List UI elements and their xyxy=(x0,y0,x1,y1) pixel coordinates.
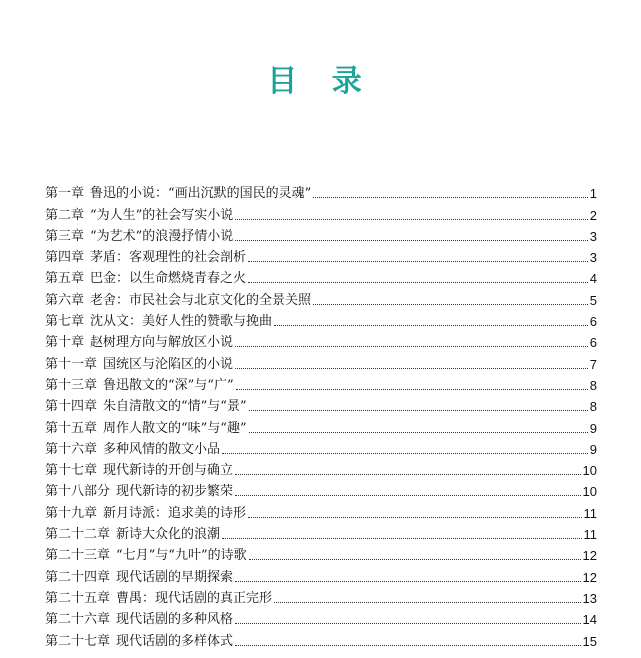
toc-title: 目 录 xyxy=(267,64,374,99)
toc-chapter-label: 第十六章 xyxy=(45,441,98,457)
toc-entry xyxy=(45,415,597,436)
dot-leader xyxy=(235,368,588,369)
toc-entry xyxy=(45,500,597,521)
toc-entry xyxy=(45,287,597,308)
dot-leader xyxy=(236,389,588,390)
toc-entry-title: 现代话剧的早期探索 xyxy=(116,569,234,585)
toc-page-number: 8 xyxy=(589,377,597,393)
toc-entry-title: 现代话剧的多样体式 xyxy=(116,633,234,649)
dot-leader xyxy=(222,453,588,454)
dot-leader xyxy=(274,325,588,326)
toc-page-number: 14 xyxy=(582,612,597,628)
toc-entry xyxy=(45,586,597,607)
toc-entry xyxy=(45,181,597,202)
dot-leader xyxy=(222,538,581,539)
toc-entry-title: 茅盾：客观理性的社会剖析 xyxy=(90,250,247,266)
toc-entry xyxy=(45,628,597,649)
toc-page-number: 3 xyxy=(589,228,597,244)
toc-entry xyxy=(45,543,597,564)
dot-leader xyxy=(249,559,581,560)
dot-leader xyxy=(249,410,588,411)
toc-entry xyxy=(45,266,597,287)
dot-leader xyxy=(235,645,581,646)
toc-chapter-label: 第四章 xyxy=(45,250,85,266)
toc-entry-title: 现代新诗的开创与确立 xyxy=(103,463,234,479)
toc-entry xyxy=(45,522,597,543)
toc-chapter-label: 第二十五章 xyxy=(45,590,111,606)
toc-entry xyxy=(45,373,597,394)
toc-chapter-label: 第十章 xyxy=(45,335,85,351)
toc-page-number: 3 xyxy=(589,250,597,266)
toc-chapter-label: 第六章 xyxy=(45,292,85,308)
toc-entry-title: “为艺术”的浪漫抒情小说 xyxy=(90,228,234,244)
toc-page-number: 8 xyxy=(589,399,597,415)
toc-page-number: 12 xyxy=(582,548,597,564)
toc-page-number: 7 xyxy=(589,356,597,372)
toc-chapter-label: 第一章 xyxy=(45,186,85,202)
toc-entry-title: 沈从文：美好人性的赞歌与挽曲 xyxy=(90,314,273,330)
toc-page-number: 2 xyxy=(589,207,597,223)
dot-leader xyxy=(235,346,588,347)
toc-page-number: 12 xyxy=(582,569,597,585)
dot-leader xyxy=(313,197,587,198)
toc-page-number: 13 xyxy=(582,590,597,606)
dot-leader xyxy=(235,581,581,582)
toc-entry xyxy=(45,479,597,500)
toc-entry-title: 多种风情的散文小品 xyxy=(103,441,221,457)
toc-entry-title: 巴金：以生命燃烧青春之火 xyxy=(90,271,247,287)
toc-chapter-label: 第二章 xyxy=(45,207,85,223)
toc-entry xyxy=(45,351,597,372)
toc-page-number: 5 xyxy=(589,292,597,308)
toc-chapter-label: 第五章 xyxy=(45,271,85,287)
toc-entry xyxy=(45,564,597,585)
toc-page-number: 9 xyxy=(589,420,597,436)
toc-chapter-label: 第十五章 xyxy=(45,420,98,436)
toc-chapter-label: 第十九章 xyxy=(45,505,98,521)
toc-page-number: 15 xyxy=(582,633,597,649)
toc-entry-title: 赵树理方向与解放区小说 xyxy=(90,335,234,351)
toc-entry xyxy=(45,458,597,479)
toc-entry-title: 新月诗派：追求美的诗形 xyxy=(103,505,247,521)
toc-chapter-label: 第二十二章 xyxy=(45,527,111,543)
toc-entry xyxy=(45,309,597,330)
dot-leader xyxy=(313,304,588,305)
toc-page-number: 6 xyxy=(589,314,597,330)
toc-chapter-label: 第十四章 xyxy=(45,399,98,415)
toc-entry-title: “七月”与“九叶”的诗歌 xyxy=(116,548,247,564)
toc-entry-title: 现代话剧的多种风格 xyxy=(116,612,234,628)
toc-chapter-label: 第二十三章 xyxy=(45,548,111,564)
toc-entry-title: 曹禺：现代话剧的真正完形 xyxy=(116,590,273,606)
toc-page-number: 6 xyxy=(589,335,597,351)
toc-chapter-label: 第十七章 xyxy=(45,463,98,479)
toc-entry xyxy=(45,437,597,458)
table-of-contents xyxy=(45,181,597,650)
toc-entry-title: 新诗大众化的浪潮 xyxy=(116,527,221,543)
toc-page-number: 10 xyxy=(582,484,597,500)
toc-entry-title: 国统区与沦陷区的小说 xyxy=(103,356,234,372)
dot-leader xyxy=(235,495,581,496)
toc-entry xyxy=(45,245,597,266)
dot-leader xyxy=(235,623,581,624)
toc-page-number: 4 xyxy=(589,271,597,287)
toc-entry-title: 周作人散文的“味”与“趣” xyxy=(103,420,247,436)
toc-chapter-label: 第三章 xyxy=(45,228,85,244)
toc-chapter-label: 第二十六章 xyxy=(45,612,111,628)
toc-entry xyxy=(45,330,597,351)
toc-entry xyxy=(45,607,597,628)
toc-page-number: 11 xyxy=(583,505,597,521)
dot-leader xyxy=(248,517,581,518)
toc-entry xyxy=(45,394,597,415)
toc-chapter-label: 第七章 xyxy=(45,314,85,330)
dot-leader xyxy=(248,261,588,262)
toc-chapter-label: 第十八部分 xyxy=(45,484,111,500)
dot-leader xyxy=(249,432,588,433)
dot-leader xyxy=(235,240,587,241)
toc-page-number: 11 xyxy=(583,527,597,543)
toc-page-number: 1 xyxy=(589,186,597,202)
toc-entry-title: 朱自清散文的“情”与“景” xyxy=(103,399,247,415)
toc-entry-title: 现代新诗的初步繁荣 xyxy=(116,484,234,500)
toc-entry xyxy=(45,202,597,223)
toc-entry xyxy=(45,224,597,245)
toc-chapter-label: 第二十四章 xyxy=(45,569,111,585)
toc-entry-title: 鲁迅的小说：“画出沉默的国民的灵魂” xyxy=(90,186,312,202)
toc-entry-title: “为人生”的社会写实小说 xyxy=(90,207,234,223)
dot-leader xyxy=(274,602,581,603)
dot-leader xyxy=(235,474,581,475)
toc-page-number: 10 xyxy=(582,463,597,479)
toc-chapter-label: 第十一章 xyxy=(45,356,98,372)
dot-leader xyxy=(235,219,587,220)
dot-leader xyxy=(248,282,588,283)
toc-entry-title: 鲁迅散文的“深”与“广” xyxy=(103,377,234,393)
toc-page-number: 9 xyxy=(589,441,597,457)
toc-chapter-label: 第二十七章 xyxy=(45,633,111,649)
toc-entry-title: 老舍：市民社会与北京文化的全景关照 xyxy=(90,292,312,308)
toc-chapter-label: 第十三章 xyxy=(45,377,98,393)
